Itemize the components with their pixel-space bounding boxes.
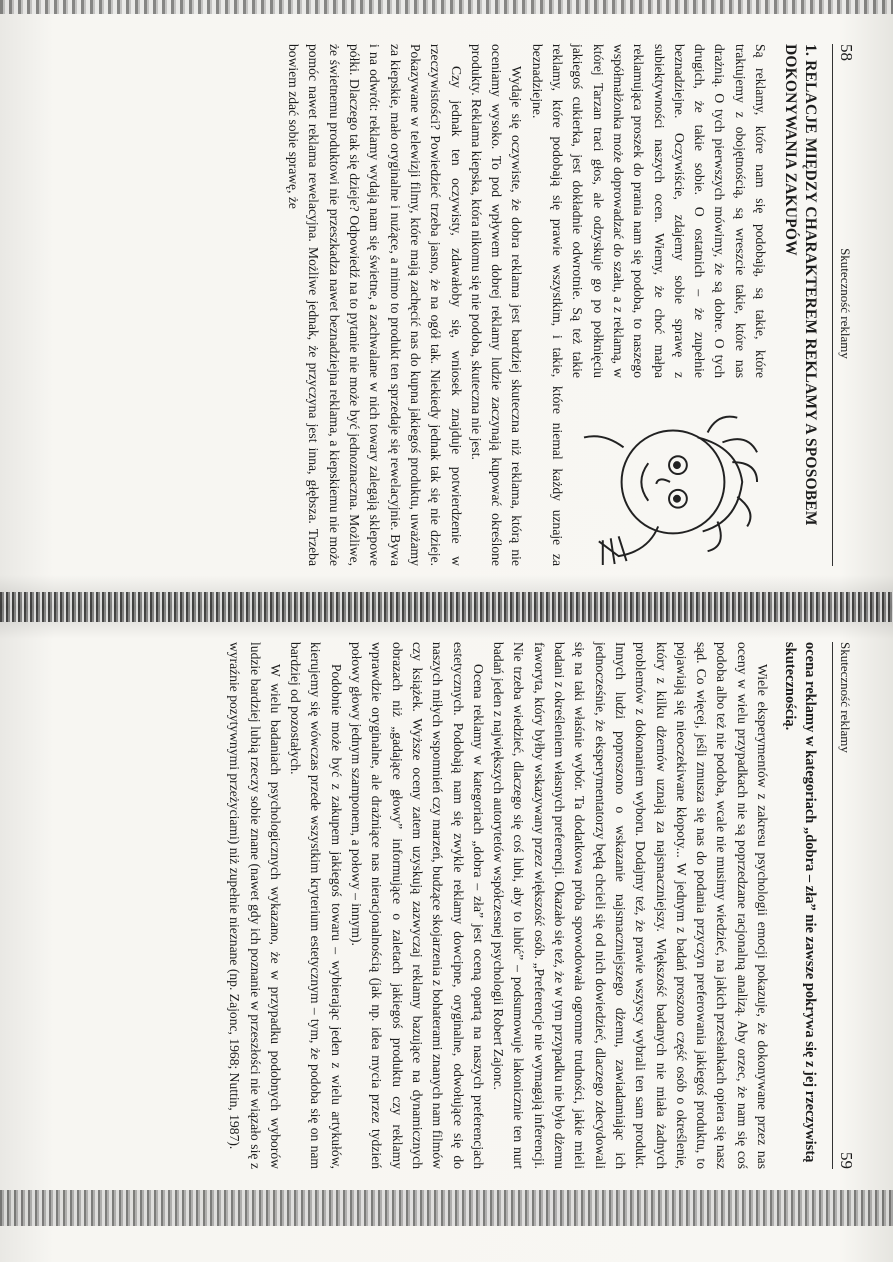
page-number: 58 (837, 44, 856, 61)
paragraph: Wydaje się oczywiste, że dobra reklama jest bardziej skuteczna niż reklama, którą nie oceniamy wysoko. To pod wpływem dobrej reklamy ludzie zaczynają kupować określone produkty. Reklama kiepska, która nikomu się nie podoba, skuteczna nie jest. (468, 44, 525, 566)
page-number: 59 (837, 1152, 856, 1169)
paragraph: Czy jednak ten oczywisty, zdawałoby się, wniosek znajduje potwierdzenie w rzeczywistości? Powiedzieć trzeba jasno, że na ogół tak. Niekiedy jednak tak się nie dzieje. Pokazywane w telewizji filmy, które mają zachęcić nas do kupna jakiegoś produktu, uważamy za kiepskie, mało oryginalne i nużące, a mimo to produkt ten sprzedaje się rewelacyjnie. Bywa i na odwrót: reklamy wydają nam się świetne, a zachwalane w nich towary zalegają sklepowe półki. Dlaczego tak się dzieje? Odpowiedź na to pytanie nie może być jednoznaczna. Możliwe, że świetnemu produktowi nie przeszkadza nawet beznadziejna reklama, a kiepskiemu nie może pomóc nawet reklama rewelacyjna. Możliwe jednak, że przyczyna jest inna, głębsza. Trzeba bowiem zdać sobie sprawę, że (286, 44, 464, 566)
paragraph: Wiele eksperymentów z zakresu psychologii emocji pokazuje, że dokonywane przez nas oceny w wielu przypadkach nie są poprzedzane racjonalną analizą. Aby orzec, że nam się coś podoba albo też nie podoba, wcale nie musimy wiedzieć, na jakich przesłankach opiera się nasz sąd. Co więcej, jeśli zmusza się nas do podania przyczyn preferowania jakiegoś produktu, to pojawiają się nieoczekiwane kłopoty... W jednym z badań proszono część osób o określenie, który z kilku dżemów uznają za najsmaczniejszy. Większość badanych nie miała żadnych problemów z dokonaniem wyboru. Dodajmy też, że prawie wszyscy wybrali ten sam produkt. Innych ludzi poproszono o wskazanie najsmaczniejszego dżemu, zawiadamiając ich jednocześnie, że eksperymentatorzy będą chcieli się od nich dowiedzieć, dlaczego zdecydowali się na taki właśnie wybór. Ta dodatkowa próba spowodowała ogromne trudności, jakie mieli badani z określeniem własnych preferencji. Okazało się też, że w tym przypadku nie było dżemu faworyta, który byłby wskazywany przez większość osób. „Preferencje nie wymagają inferencji. Nie trzeba wiedzieć, dlaczego się coś lubi, aby to lubić” – podsumowuje lakonicznie ten nurt badań jeden z największych autorytetów współczesnej psychologii Robert Zajonc. (491, 642, 770, 1169)
running-head (832, 44, 856, 566)
page-58 (60, 30, 860, 580)
running-head-title: Skuteczność reklamy (838, 248, 853, 359)
section-title: 1. RELACJE MIĘDZY CHARAKTEREM REKLAMY A SPOSOBEM DOKONYWANIA ZAKUPÓW (782, 44, 819, 526)
running-head-title: Skuteczność reklamy (838, 642, 853, 753)
running-head (832, 642, 856, 1169)
scan-edge-top (0, 0, 893, 14)
cartoon-woman-icon (578, 388, 768, 566)
paragraph: Są reklamy, które nam się podobają, są takie, które traktujemy z obojętnością, są wreszcie takie, które nas drażnią. O tych pierwszych mówimy, że są dobre. O tych drugich, że takie sobie. O ostatnich – że zupełnie beznadziejne. Oczywiście, zdajemy sobie sprawę z subiektywności naszych ocen. Wiemy, że choć małpa reklamująca proszek do prania nam się podoba, to naszego współmałżonka może doprowadzać do szału, a z reklamą, w której Tarzan traci głos, ale odzyskuje go po połknięciu jakiegoś cukierka, jest dokładnie odwrotnie. Są też takie reklamy, które podobają się prawie wszystkim, i takie, które niemal każdy uznaje za beznadziejne. (529, 44, 768, 566)
key-statement: ocena reklamy w kategoriach „dobra – zła” nie zawsze pokrywa się z jej rzeczywistą skutecznością. (782, 642, 818, 1163)
book-gutter (0, 592, 893, 622)
paragraph: Podobnie może być z zakupem jakiegoś towaru – wybierając jeden z wielu artykułów, kierujemy się wówczas przede wszystkim kryterium estetycznym – tym, że podoba się on nam bardziej od pozostałych. (288, 642, 344, 1169)
scan-edge-bottom (0, 1190, 893, 1226)
page-59 (70, 628, 860, 1183)
paragraph: Ocena reklamy w kategoriach „dobra – zła” jest oceną opartą na naszych preferencjach estetycznych. Podobają nam się zwykle reklamy dowcipne, oryginalne, odwołujące się do naszych miłych wspomnień czy marzeń, budzące skojarzenia z bohaterami znanych nam filmów czy książek. Wyższe oceny zatem uzyskują zazwyczaj reklamy bazujące na dynamicznych obrazach niż „gadające głowy” informujące o zaletach jakiegoś produktu czy reklamy wprawdzie oryginalne, ale drażniące nas nieracjonalnością (jak np. idea mycia przez tydzień połowy głowy jednym szamponem, a połowy – innym). (349, 642, 486, 1169)
paragraph: W wielu badaniach psychologicznych wykazano, że w przypadku podobnych wyborów ludzie bardziej lubią rzeczy sobie znane (nawet gdy ich poznanie w przeszłości nie wiązało się z wyraźnie pozytywnymi przeżyciami) niż zupełnie nieznane (np. Zajonc, 1968; Nuttin, 1987). (227, 642, 283, 1169)
